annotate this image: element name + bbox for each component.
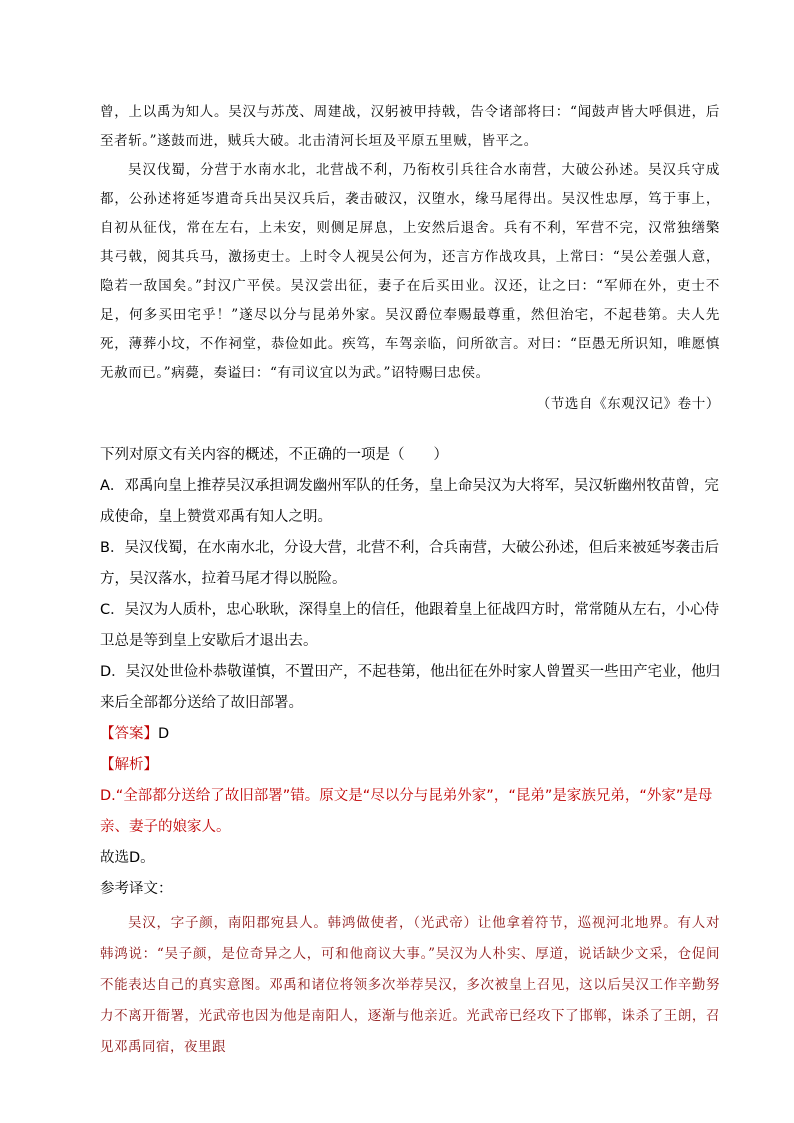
option-c: C．吴汉为人质朴，忠心耿耿，深得皇上的信任，他跟着皇上征战四方时，常常随从左右，小心侍卫总是等到皇上安歇后才退出去。 [100,602,720,649]
classical-passage [100,98,720,419]
translation-text: 吴汉，字子颜，南阳郡宛县人。韩鸿做使者，（光武帝）让他拿着符节，巡视河北地界。有人对韩鸿说：“吴子颜，是位奇异之人，可和他商议大事。”吴汉为人朴实、厚道，说话缺少文采，仓促间不能表达自己的真实意图。邓禹和诸位将领多次举荐吴汉，多次被皇上召见，这以后吴汉工作辛勤努力不离开衙署，光武帝也因为他是南阳人，逐渐与他亲近。光武帝已经攻下了邯郸，诛杀了王朗，召见邓禹同宿，夜里跟 [100,915,720,1055]
answer-label: 【答案】 [100,726,158,742]
option-d: D．吴汉处世俭朴恭敬谨慎，不置田产，不起巷第，他出征在外时家人曾置买一些田产宅业，他归来后全部都分送给了故旧部署。 [100,664,721,711]
analysis-text: D.“全部都分送给了故旧部署”错。原文是“尽以分与昆弟外家”，“昆弟”是家族兄弟，“外家”是母亲、妻子的娘家人。 [100,788,713,835]
option-b: B．吴汉伐蜀，在水南水北，分设大营，北营不利，合兵南营，大破公孙述，但后来被延岑袭击后方，吴汉落水，拉着马尾才得以脱险。 [100,540,719,587]
question-stem: 下列对原文有关内容的概述，不正确的一项是（ ） [100,447,448,463]
question-section [100,440,724,905]
passage-source: （节选自《东观汉记》卷十） [536,396,720,412]
option-a: A．邓禹向皇上推荐吴汉承担调发幽州军队的任务，皇上命吴汉为大将军，吴汉斩幽州牧苗曾，完成使命，皇上赞赏邓禹有知人之明。 [100,478,719,525]
translation-section [100,908,720,1063]
analysis-label: 【解析】 [100,757,158,773]
analysis-conclusion: 故选D。 [100,850,155,866]
answer-line [100,719,724,750]
translation-label: 参考译文： [100,881,173,897]
passage-paragraph-2: 吴汉伐蜀，分营于水南水北，北营战不利，乃衔枚引兵往合水南营，大破公孙述。吴汉兵守成都，公孙述将延岑遣奇兵出吴汉兵后，袭击破汉，汉堕水，缘马尾得出。吴汉性忠厚，笃于事上，自初从征伐，常在左右，上未安，则侧足屏息，上安然后退舍。兵有不利，军营不完，汉常独缮檠其弓戟，阅其兵马，激扬吏士。上时令人视吴公何为，还言方作战攻具，上常曰：“吴公差强人意，隐若一敌国矣。”封汉广平侯。吴汉尝出征，妻子在后买田业。汉还，让之曰：“军师在外，吏士不足，何多买田宅乎！”遂尽以分与昆弟外家。吴汉爵位奉赐最尊重，然但治宅，不起巷第。夫人先死，薄葬小坟，不作祠堂，恭俭如此。疾笃，车驾亲临，问所欲言。对曰：“臣愚无所识知，唯愿慎无赦而已。”病薨，奏谥曰：“有司议宜以为武。”诏特赐曰忠侯。 [100,162,720,381]
answer-value: D [158,726,170,742]
passage-paragraph-1: 曾，上以禹为知人。吴汉与苏茂、周建战，汉躬被甲持戟，告令诸部将曰：“闻鼓声皆大呼俱进，后至者斩。”遂鼓而进，贼兵大破。北击清河长垣及平原五里贼，皆平之。 [100,104,720,149]
